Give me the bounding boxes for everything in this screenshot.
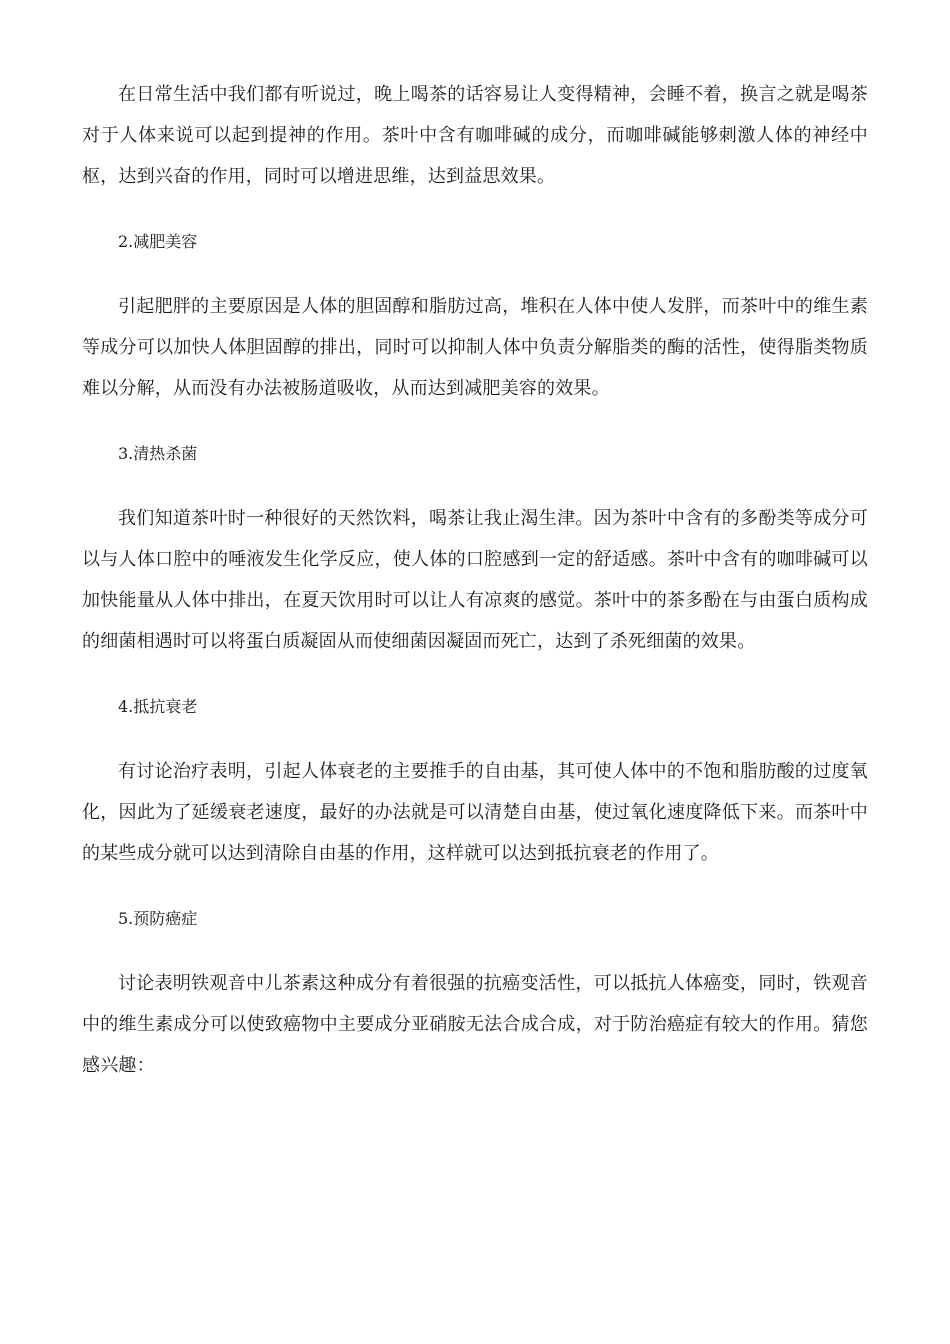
section-heading-weight-loss: 2.减肥美容 (118, 232, 198, 251)
section-heading-anti-aging: 4.抵抗衰老 (118, 697, 198, 716)
document-body (82, 74, 868, 1110)
section-heading-cancer-prevention: 5.预防癌症 (118, 909, 198, 928)
section-heading-antibacterial: 3.清热杀菌 (118, 444, 198, 463)
paragraph-weight-loss: 引起肥胖的主要原因是人体的胆固醇和脂肪过高，堆积在人体中使人发胖，而茶叶中的维生素等成分可以加快人体胆固醇的排出，同时可以抑制人体中负责分解脂类的酶的活性，使得脂类物质难以分解，从而没有办法被肠道吸收，从而达到减肥美容的效果。 (82, 296, 868, 399)
paragraph-refreshing: 在日常生活中我们都有听说过，晚上喝茶的话容易让人变得精神，会睡不着，换言之就是喝茶对于人体来说可以起到提神的作用。茶叶中含有咖啡碱的成分，而咖啡碱能够刺激人体的神经中枢，达到兴奋的作用，同时可以增进思维，达到益思效果。 (82, 84, 868, 187)
paragraph-cancer-prevention: 讨论表明铁观音中儿茶素这种成分有着很强的抗癌变活性，可以抵抗人体癌变，同时，铁观音中的维生素成分可以使致癌物中主要成分亚硝胺无法合成合成，对于防治癌症有较大的作用。猜您感兴趣： (82, 973, 868, 1076)
paragraph-antibacterial: 我们知道茶叶时一种很好的天然饮料，喝茶让我止渴生津。因为茶叶中含有的多酚类等成分可以与人体口腔中的唾液发生化学反应，使人体的口腔感到一定的舒适感。茶叶中含有的咖啡碱可以加快能量从人体中排出，在夏天饮用时可以让人有凉爽的感觉。茶叶中的茶多酚在与由蛋白质构成的细菌相遇时可以将蛋白质凝固从而使细菌因凝固而死亡，达到了杀死细菌的效果。 (82, 508, 868, 652)
paragraph-anti-aging: 有讨论治疗表明，引起人体衰老的主要推手的自由基，其可使人体中的不饱和脂肪酸的过度氧化，因此为了延缓衰老速度，最好的办法就是可以清楚自由基，使过氧化速度降低下来。而茶叶中的某些成分就可以达到清除自由基的作用，这样就可以达到抵抗衰老的作用了。 (82, 761, 868, 864)
